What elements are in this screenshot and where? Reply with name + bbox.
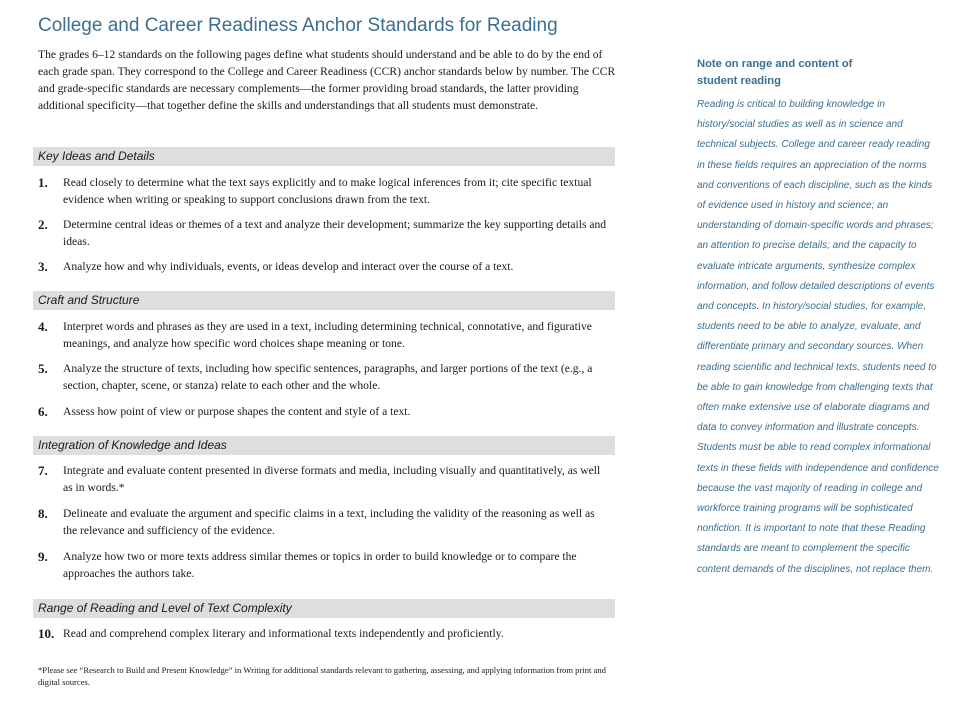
standard-number: 1. — [38, 175, 48, 190]
standard-text: Read and comprehend complex literary and informational texts independently and proficiently. — [63, 627, 504, 640]
standard-item — [38, 462, 618, 496]
standard-number: 4. — [38, 319, 48, 334]
standard-number: 9. — [38, 549, 48, 564]
standard-number: 8. — [38, 506, 48, 521]
sidebar-note — [697, 56, 939, 580]
sidebar-title: Note on range and content of student reading — [697, 58, 853, 87]
standard-text: Analyze how two or more texts address similar themes or topics in order to build knowledge or to compare the approaches the authors take. — [63, 550, 577, 580]
standard-item — [38, 548, 618, 582]
standard-number: 10. — [38, 626, 55, 641]
standard-text: Analyze the structure of texts, including how specific sentences, paragraphs, and larger portions of the text (e.g., a section, chapter, scene, or stanza) relate to each other and the whole. — [63, 362, 593, 392]
standard-item — [38, 403, 618, 420]
standard-text: Determine central ideas or themes of a text and analyze their development; summarize the key supporting details and ideas. — [63, 218, 607, 248]
standard-number: 6. — [38, 404, 48, 419]
standard-item — [38, 174, 618, 208]
standard-item — [38, 625, 618, 642]
standard-number: 3. — [38, 259, 48, 274]
section-header-integration: Integration of Knowledge and Ideas — [33, 436, 615, 455]
standard-text: Delineate and evaluate the argument and specific claims in a text, including the validity of the reasoning as well as the relevance and sufficiency of the evidence. — [63, 507, 595, 537]
standard-text: Analyze how and why individuals, events, or ideas develop and interact over the course of a text. — [63, 260, 514, 273]
standard-item — [38, 318, 618, 352]
section-header-craft-structure: Craft and Structure — [33, 291, 615, 310]
section-header-key-ideas: Key Ideas and Details — [33, 147, 615, 166]
standard-item — [38, 505, 618, 539]
standard-text: Assess how point of view or purpose shapes the content and style of a text. — [63, 405, 411, 418]
standard-number: 7. — [38, 463, 48, 478]
sidebar-body: Reading is critical to building knowledge in history/social studies as well as in science and technical subjects. College and career ready reading in these fields requires an appreciation of the norms and conventions of each discipline, such as the kinds of evidence used in history and science; an understanding of domain-specific words and phrases; an attention to precise details; and the capacity to evaluate intricate arguments, synthesize complex information, and follow detailed descriptions of events and concepts. In history/social studies, for example, students need to be able to analyze, evaluate, and differentiate primary and secondary sources. When reading scientific and technical texts, students need to be able to gain knowledge from challenging texts that often make extensive use of elaborate diagrams and data to convey information and illustrate concepts. Students must be able to read complex informational texts in these fields with independence and confidence because the vast majority of reading in college and workforce training programs will be sophisticated nonfiction. It is important to note that these Reading standards are meant to complement the specific content demands of the disciplines, not replace them. — [697, 99, 939, 575]
footnote: *Please see “Research to Build and Present Knowledge” in Writing for additional standards relevant to gathering, assessing, and applying information from print and digital sources. — [38, 665, 606, 687]
section-header-range-of-reading: Range of Reading and Level of Text Complexity — [33, 599, 615, 618]
standard-text: Integrate and evaluate content presented in diverse formats and media, including visually and quantitatively, as well as in words.* — [63, 464, 601, 494]
standard-item — [38, 258, 618, 275]
standard-number: 5. — [38, 361, 48, 376]
intro-paragraph: The grades 6–12 standards on the following pages define what students should understand and be able to do by the end of each grade span. They correspond to the College and Career Readiness (CCR) anchor standards below by number. The CCR and grade-specific standards are necessary complements—the former providing broad standards, the latter providing additional specificity—that together define the skills and understandings that all students must demonstrate. — [38, 48, 616, 112]
standard-text: Read closely to determine what the text says explicitly and to make logical inferences from it; cite specific textual evidence when writing or speaking to support conclusions drawn from the text. — [63, 176, 592, 206]
standard-number: 2. — [38, 217, 48, 232]
page-title: College and Career Readiness Anchor Standards for Reading — [38, 15, 558, 36]
standard-item — [38, 360, 618, 394]
standard-text: Interpret words and phrases as they are used in a text, including determining technical, connotative, and figurative meanings, and analyze how specific word choices shape meaning or tone. — [63, 320, 592, 350]
standard-item — [38, 216, 618, 250]
